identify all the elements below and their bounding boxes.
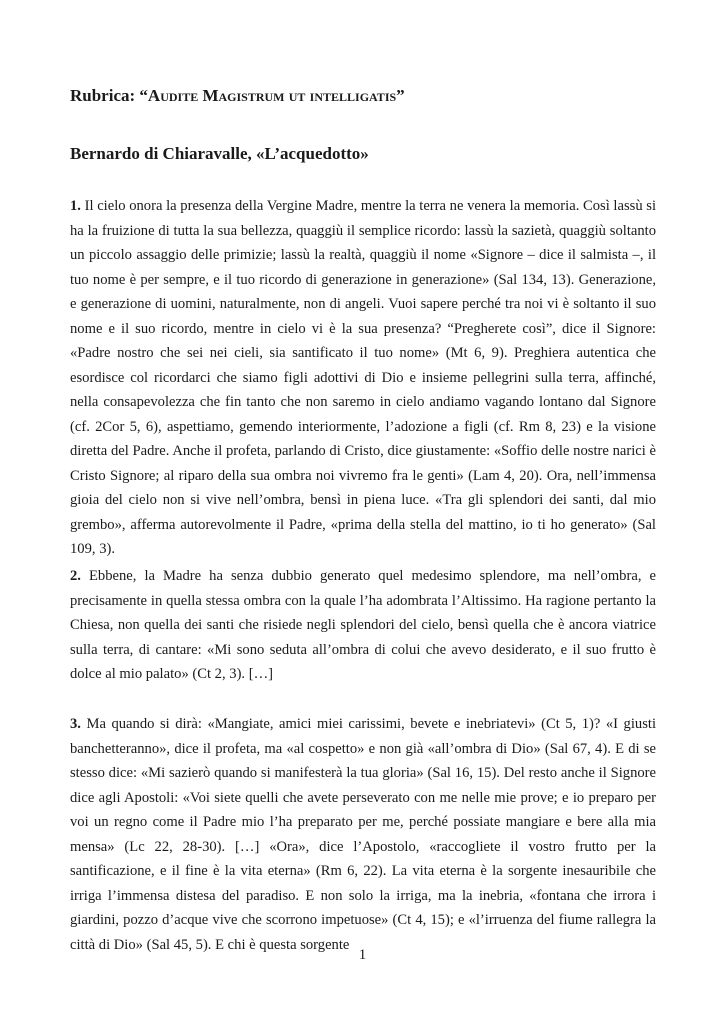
document-title: Bernardo di Chiaravalle, «L’acquedotto» bbox=[70, 144, 369, 163]
paragraph-number: 3. bbox=[70, 716, 81, 732]
paragraph-2 bbox=[70, 564, 656, 687]
paragraph-text: Ma quando si dirà: «Mangiate, amici miei carissimi, bevete e inebriatevi» (Ct 5, 1)? «I giusti banchetteranno», dice il profeta, ma «al cospetto» e non già «all’ombra di Dio» (Sal 67, 4). E di se stesso dice: «Mi sazierò quando si manifesterà la tua gloria» (Sal 16, 15). Del resto anche il Signore dice agli Apostoli: «Voi siete quelli che avete perseverato con me nelle mie prove; e io preparo per voi un regno come il Padre mio l’ha preparato per me, perché possiate mangiare e bere alla mia mensa» (Lc 22, 28-30). […] «Ora», dice l’Apostolo, «raccogliete il vostro frutto per la santificazione, e il fine è la vita eterna» (Rm 6, 22). La vita eterna è la sorgente inesauribile che irriga l’immensa distesa del paradiso. E non solo la irriga, ma la inebria, «fontana che irrora i giardini, pozzo d’acque vive che scorrono impetuose» (Ct 4, 15); e «l’irruenza del fiume rallegra la città di Dio» (Sal 45, 5). E chi è questa sorgente bbox=[70, 716, 656, 953]
paragraph-number: 2. bbox=[70, 568, 81, 584]
paragraph-number: 1. bbox=[70, 198, 81, 214]
paragraph-text: Ebbene, la Madre ha senza dubbio generato quel medesimo splendore, ma nell’ombra, e precisamente in quella stessa ombra con la quale l’ha adombrata l’Altissimo. Ha ragione pertanto la Chiesa, non quella dei santi che risiede negli splendori del cielo, bensì quella che è ancora viatrice sulla terra, di cantare: «Mi sono seduta all’ombra di colui che avevo desiderato, e il suo frutto è dolce al mio palato» (Ct 2, 3). […] bbox=[70, 568, 656, 682]
rubric-caption: Audite Magistrum ut intelligatis bbox=[147, 86, 397, 105]
rubric-prefix: Rubrica: “ bbox=[70, 86, 148, 105]
rubric-heading bbox=[70, 86, 405, 106]
paragraph-1 bbox=[70, 194, 656, 562]
paragraph-3 bbox=[70, 712, 656, 957]
rubric-suffix: ” bbox=[396, 86, 405, 105]
paragraph-text: Il cielo onora la presenza della Vergine Madre, mentre la terra ne venera la memoria. Così lassù si ha la fruizione di tutta la sua bellezza, quaggiù il semplice ricordo: lassù la sazietà, quaggiù soltanto un piccolo assaggio delle primizie; lassù la realtà, quaggiù il nome «Signore – dice il salmista –, il tuo nome è per sempre, e il tuo ricordo di generazione in generazione» (Sal 134, 13). Generazione, e generazione di uomini, naturalmente, non di angeli. Vuoi sapere perché tra noi vi è soltanto il suo nome e il suo ricordo, mentre in cielo vi è la sua presenza? “Pregherete così”, dice il Signore: «Padre nostro che sei nei cieli, sia santificato il tuo nome» (Mt 6, 9). Preghiera autentica che esordisce col ricordarci che siamo figli adottivi di Dio e insieme pellegrini sulla terra, affinché, nella consapevolezza che fin tanto che non saremo in cielo andiamo vagando lontano dal Signore (cf. 2Cor 5, 6), aspettiamo, gemendo interiormente, l’adozione a figli (cf. Rm 8, 23) e la visione diretta del Padre. Anche il profeta, parlando di Cristo, dice giustamente: «Soffio delle nostre narici è Cristo Signore; al riparo della sua ombra noi vivremo fra le genti» (Lam 4, 20). Ora, nell’immensa gioia del cielo non si vive nell’ombra, bensì in piena luce. «Tra gli splendori dei santi, dal mio grembo», afferma autorevolmente il Padre, «prima della stella del mattino, io ti ho generato» (Sal 109, 3). bbox=[70, 198, 657, 557]
page-number: 1 bbox=[358, 947, 367, 963]
